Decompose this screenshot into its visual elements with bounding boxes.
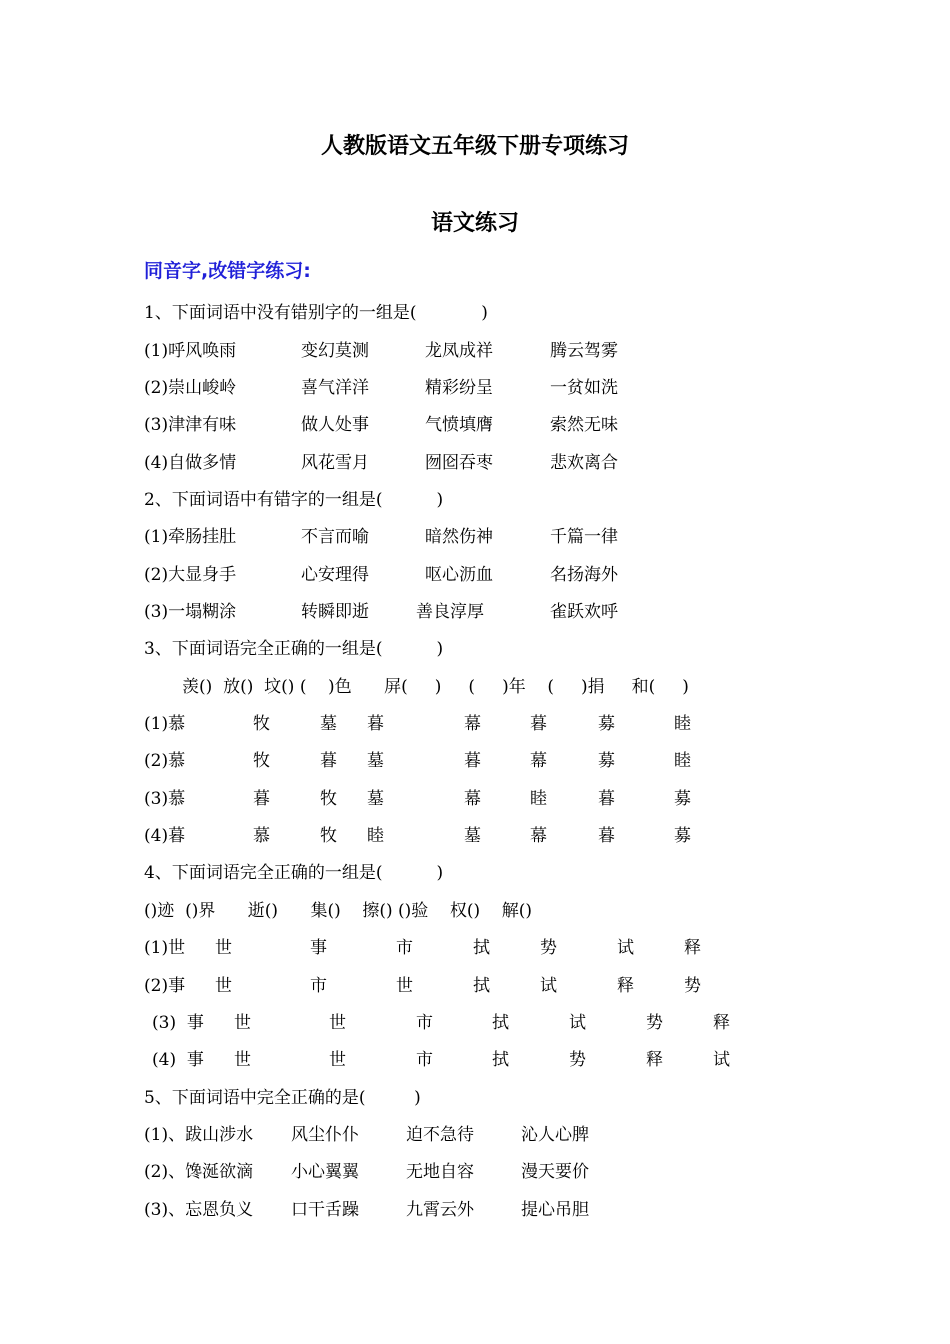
exercise-text: 牧: [253, 751, 270, 771]
document-title: 人教版语文五年级下册专项练习: [320, 134, 629, 159]
exercise-text: 市: [396, 938, 413, 958]
exercise-text: 精彩纷呈: [425, 378, 493, 398]
exercise-text: 募: [598, 751, 615, 771]
exercise-text: 势: [646, 1013, 663, 1033]
exercise-text: 暮: [530, 714, 547, 734]
exercise-text: 释: [684, 938, 701, 958]
exercise-text: 雀跃欢呼: [550, 602, 618, 622]
exercise-text: (1)牵肠挂肚: [144, 527, 237, 547]
exercise-text: 暮: [598, 789, 615, 809]
exercise-text: (1)呼风唤雨: [144, 341, 237, 361]
exercise-text: 拭: [473, 976, 490, 996]
exercise-text: 暮: [367, 714, 384, 734]
exercise-text: 释: [713, 1013, 730, 1033]
exercise-text: 牧: [320, 826, 337, 846]
exercise-text: 呕心沥血: [425, 565, 493, 585]
exercise-text: (2)、馋涎欲滴: [144, 1162, 254, 1182]
exercise-text: (3)慕: [144, 789, 186, 809]
exercise-text: 世: [215, 938, 232, 958]
exercise-text: 龙凤成祥: [425, 341, 493, 361]
exercise-text: 迫不急待: [406, 1125, 474, 1145]
exercise-text: 2、下面词语中有错字的一组是( ): [144, 490, 444, 510]
exercise-text: 羡() 放() 坟() ( )色 屏( ) ( )年 ( )捐 和( ): [182, 677, 689, 697]
exercise-text: 牧: [253, 714, 270, 734]
exercise-text: 墓: [320, 714, 337, 734]
exercise-text: 睦: [674, 751, 691, 771]
exercise-text: (3)一塌糊涂: [144, 602, 237, 622]
exercise-text: (3)津津有味: [144, 415, 237, 435]
exercise-text: 喜气洋洋: [301, 378, 369, 398]
exercise-text: 变幻莫测: [301, 341, 369, 361]
exercise-text: 风花雪月: [301, 453, 369, 473]
exercise-text: 势: [569, 1050, 586, 1070]
exercise-text: 暗然伤神: [425, 527, 493, 547]
exercise-text: 世: [329, 1013, 346, 1033]
exercise-text: 市: [416, 1013, 433, 1033]
exercise-text: 沁人心脾: [521, 1125, 589, 1145]
exercise-text: (2)崇山峻岭: [144, 378, 237, 398]
exercise-text: 拭: [492, 1013, 509, 1033]
exercise-text: 试: [540, 976, 557, 996]
exercise-text: 募: [674, 826, 691, 846]
exercise-text: 事: [310, 938, 327, 958]
exercise-text: 风尘仆仆: [291, 1125, 359, 1145]
exercise-text: 一贫如洗: [550, 378, 618, 398]
exercise-text: 试: [617, 938, 634, 958]
exercise-text: 墓: [464, 826, 481, 846]
exercise-text: (4)暮: [144, 826, 186, 846]
exercise-text: 睦: [674, 714, 691, 734]
exercise-text: (2)事: [144, 976, 186, 996]
exercise-text: (3)、忘恩负义: [144, 1200, 254, 1220]
exercise-text: 幕: [530, 826, 547, 846]
exercise-text: 势: [540, 938, 557, 958]
exercise-text: 世: [234, 1050, 251, 1070]
exercise-text: 4、下面词语完全正确的一组是( ): [144, 863, 444, 883]
exercise-text: 幕: [464, 789, 481, 809]
exercise-text: (3) 事: [152, 1013, 204, 1033]
exercise-text: 试: [569, 1013, 586, 1033]
exercise-text: 世: [215, 976, 232, 996]
exercise-text: 拭: [492, 1050, 509, 1070]
exercise-text: 囫囵吞枣: [425, 453, 493, 473]
exercise-text: 暮: [464, 751, 481, 771]
exercise-text: 做人处事: [301, 415, 369, 435]
exercise-text: 牧: [320, 789, 337, 809]
exercise-text: 暮: [253, 789, 270, 809]
exercise-text: 势: [684, 976, 701, 996]
exercise-text: 世: [329, 1050, 346, 1070]
exercise-text: 善良淳厚: [416, 602, 484, 622]
exercise-text: 拭: [473, 938, 490, 958]
exercise-text: 腾云驾雾: [550, 341, 618, 361]
exercise-text: 心安理得: [301, 565, 369, 585]
exercise-text: ()迹 ()界 逝() 集() 擦() ()验 权() 解(): [144, 901, 533, 921]
exercise-text: 无地自容: [406, 1162, 474, 1182]
exercise-text: 索然无味: [550, 415, 618, 435]
exercise-text: (4) 事: [152, 1050, 204, 1070]
exercise-text: 名扬海外: [550, 565, 618, 585]
exercise-text: 悲欢离合: [550, 453, 618, 473]
exercise-text: 市: [416, 1050, 433, 1070]
exercise-text: (1)慕: [144, 714, 186, 734]
exercise-text: (1)、跋山涉水: [144, 1125, 254, 1145]
exercise-text: 气愤填膺: [425, 415, 493, 435]
exercise-text: 5、下面词语中完全正确的是( ): [144, 1088, 421, 1108]
exercise-text: 暮: [598, 826, 615, 846]
document-subtitle: 语文练习: [430, 211, 519, 236]
exercise-text: 释: [646, 1050, 663, 1070]
exercise-text: 释: [617, 976, 634, 996]
exercise-text: (2)大显身手: [144, 565, 237, 585]
exercise-text: 转瞬即逝: [301, 602, 369, 622]
exercise-text: 1、下面词语中没有错别字的一组是( ): [144, 303, 488, 323]
exercise-text: 慕: [253, 826, 270, 846]
exercise-text: 漫天要价: [521, 1162, 589, 1182]
exercise-text: 小心翼翼: [291, 1162, 359, 1182]
exercise-text: 世: [234, 1013, 251, 1033]
exercise-text: 千篇一律: [550, 527, 618, 547]
section-heading: 同音字,改错字练习:: [144, 260, 311, 282]
exercise-text: 幕: [530, 751, 547, 771]
exercise-text: 3、下面词语完全正确的一组是( ): [144, 639, 444, 659]
exercise-text: (4)自做多情: [144, 453, 237, 473]
exercise-text: (2)慕: [144, 751, 186, 771]
exercise-text: 不言而喻: [301, 527, 369, 547]
exercise-text: 暮: [320, 751, 337, 771]
exercise-text: 市: [310, 976, 327, 996]
exercise-text: 募: [598, 714, 615, 734]
exercise-text: 口干舌躁: [291, 1200, 359, 1220]
exercise-text: 墓: [367, 751, 384, 771]
exercise-text: 幕: [464, 714, 481, 734]
exercise-text: 墓: [367, 789, 384, 809]
exercise-text: (1)世: [144, 938, 186, 958]
exercise-text: 睦: [367, 826, 384, 846]
exercise-text: 试: [713, 1050, 730, 1070]
exercise-text: 提心吊胆: [521, 1200, 589, 1220]
exercise-text: 募: [674, 789, 691, 809]
exercise-text: 九霄云外: [406, 1200, 474, 1220]
exercise-text: 世: [396, 976, 413, 996]
exercise-text: 睦: [530, 789, 547, 809]
